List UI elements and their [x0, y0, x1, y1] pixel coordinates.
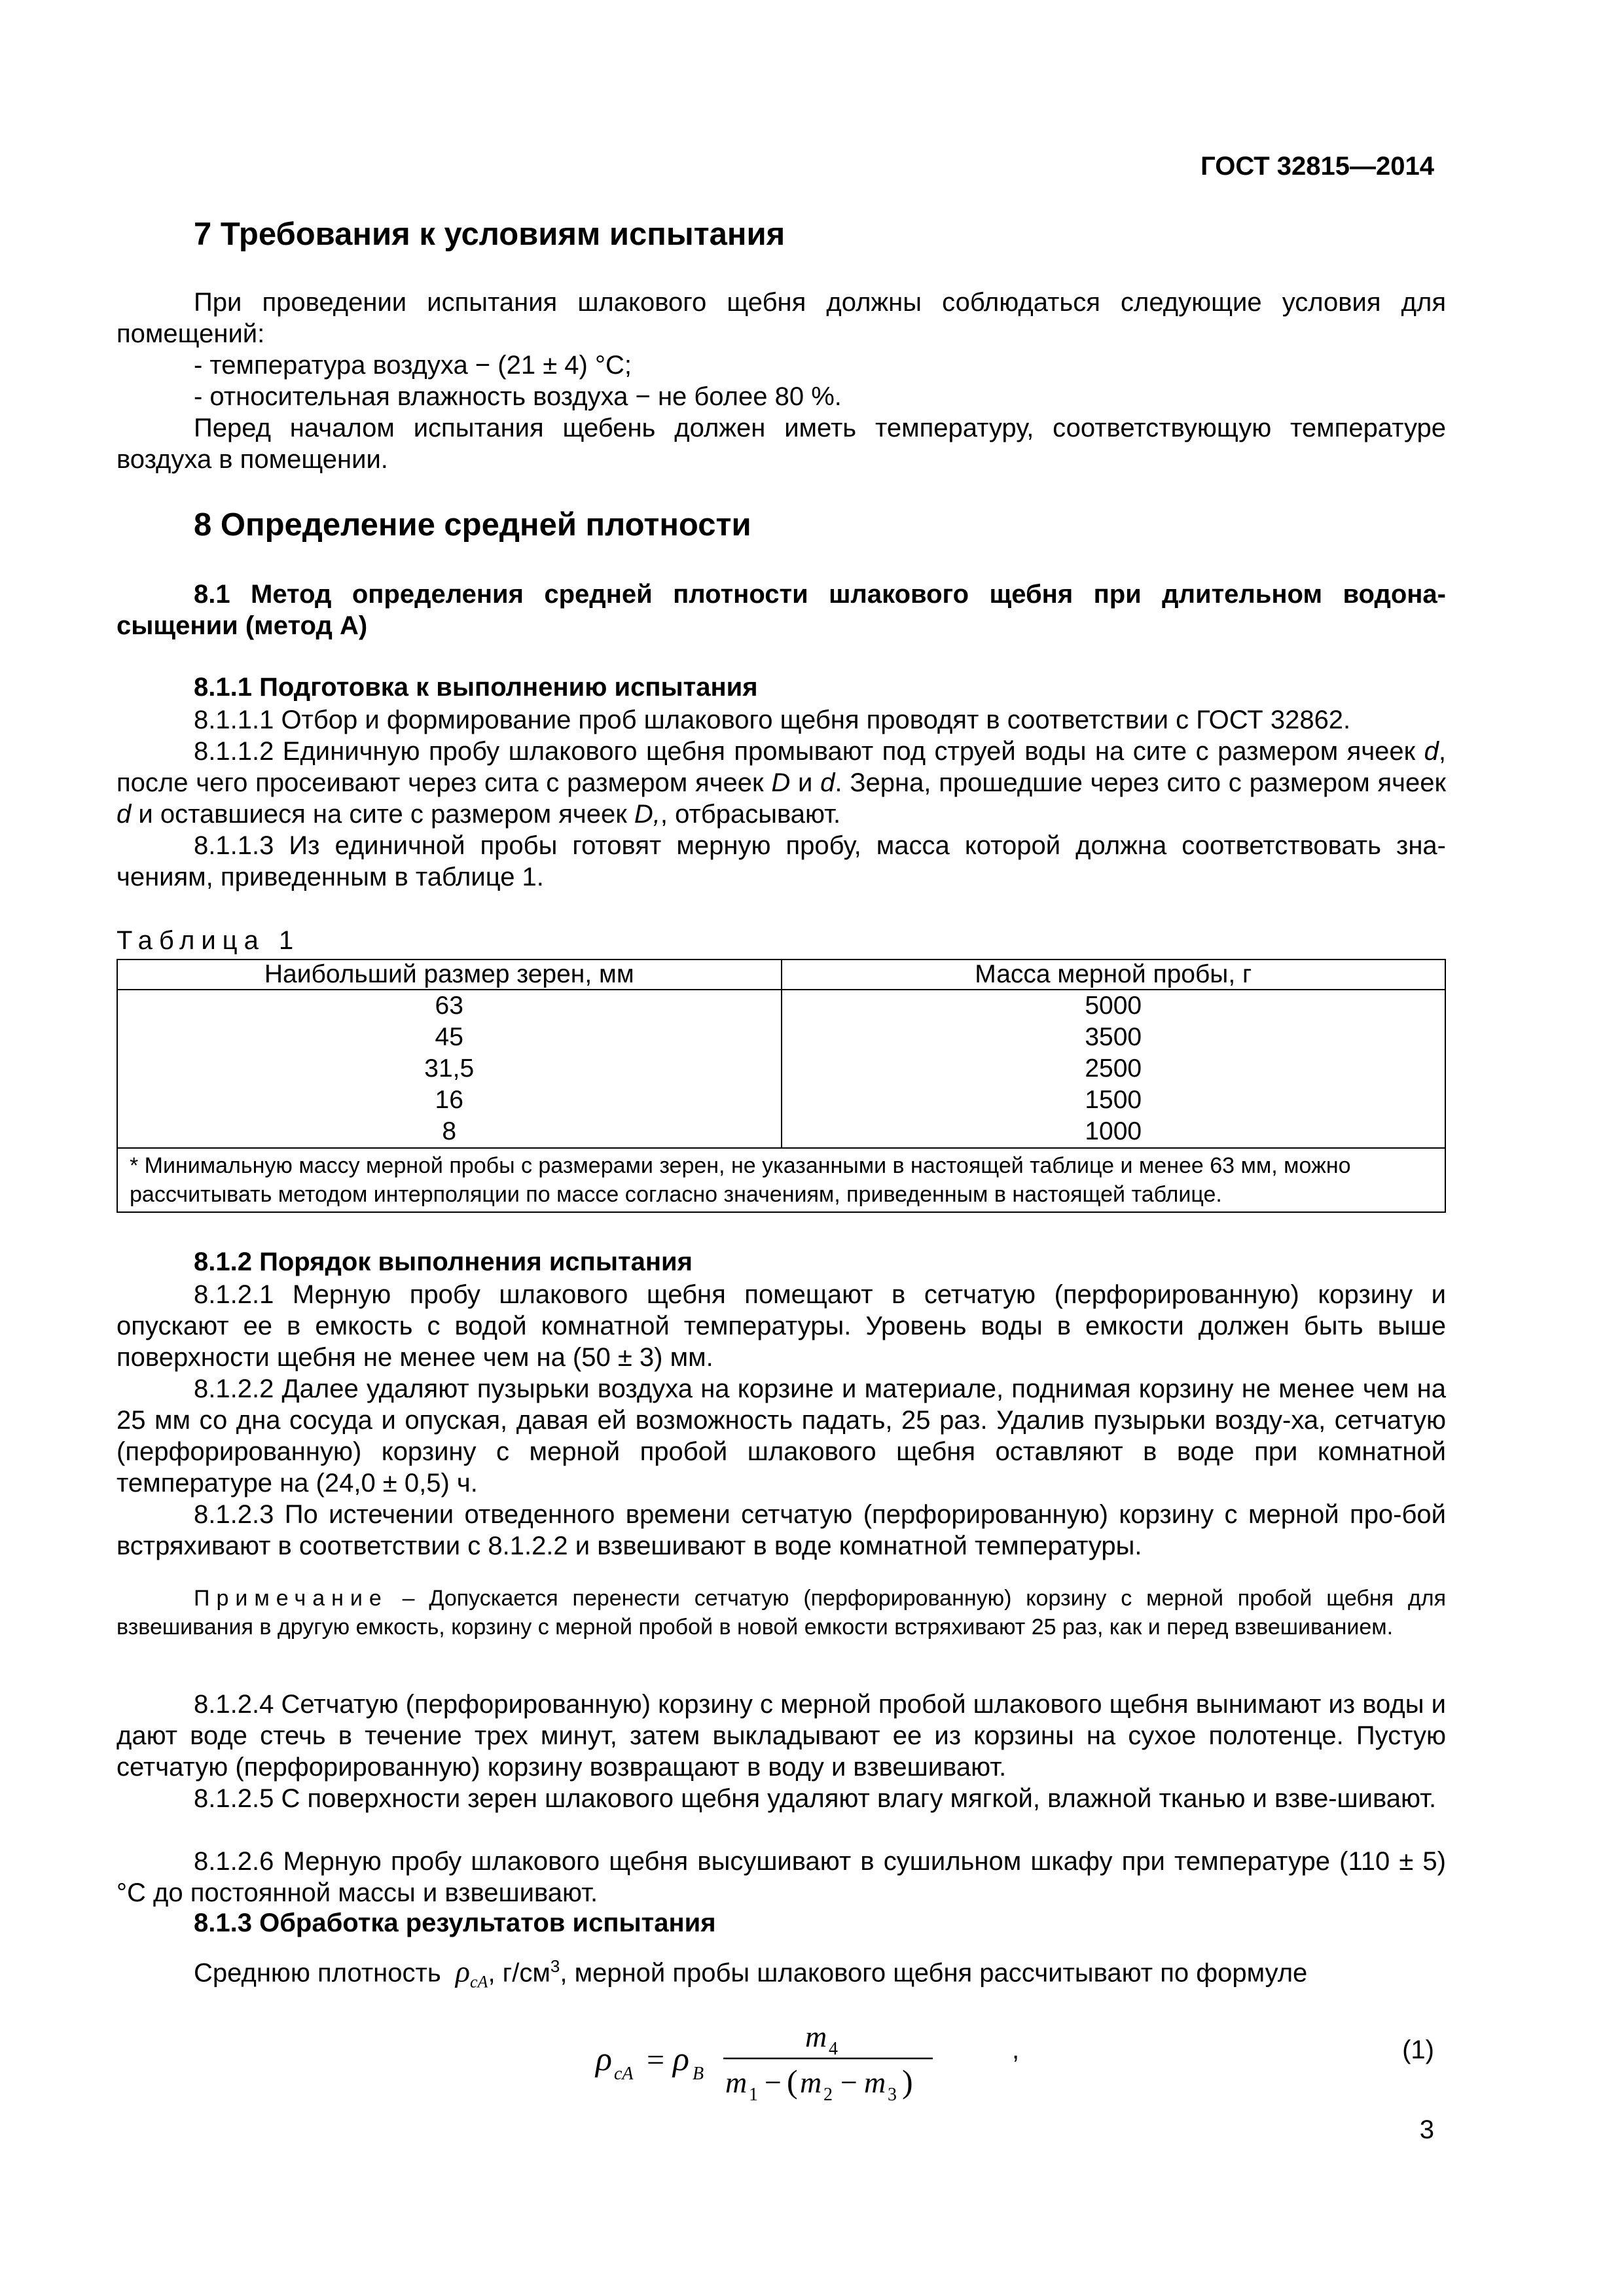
note-text: – Допускается перенести сетчатую (перфорированную) корзину с мерной пробой щебня для взвешивания в другую емкость, корзину с мерной пробой в новой емкости встряхивают 25 раз, как и перед взвешиванием. [117, 1586, 1446, 1640]
table-cell: 63 [117, 990, 782, 1022]
s811-title: 8.1.1 Подготовка к выполнению испытания [194, 673, 758, 702]
svg-text:(: ( [787, 2063, 798, 2100]
svg-text:m: m [864, 2066, 886, 2099]
s81-title: 8.1 Метод определения средней плотности шлакового щебня при длительном водона-сыщении (метод А) [117, 580, 1446, 640]
s7-paragraph-2: Перед началом испытания щебень должен иметь температуру, соответствующую температуре воздуха в помещении. [117, 414, 1446, 474]
table-cell: 1000 [782, 1116, 1446, 1148]
svg-text:m: m [800, 2066, 822, 2099]
svg-text:1: 1 [749, 2085, 758, 2104]
s7-paragraph-1: При проведении испытания шлакового щебня должны соблюдаться следующие условия для помещений: [117, 288, 1446, 348]
p8112: 8.1.1.2 Единичную пробу шлакового щебня промывают под струей воды на сите с размером ячеек d, после чего просеивают через сита с размером ячеек D и d. Зерна, прошедшие через сито с размером ячеек d и оставшиеся на сите с размером ячеек D,, отбрасывают. [117, 737, 1446, 829]
table-footnote: * Минимальную массу мерной пробы с размерами зерен, не указанными в настоящей таблице и менее 63 мм, можно рассчитывать методом интерполяции по массе согласно значениям, приведенным в настоящей таблице. [117, 1148, 1445, 1212]
p8124: 8.1.2.4 Сетчатую (перфорированную) корзину с мерной пробой шлакового щебня вынимают из воды и дают воде стечь в течение трех минут, затем выкладывают ее из корзины на сухое полотенце. Пустую сетчатую (перфорированную) корзину возвращают в воду и взвешивают. [117, 1690, 1446, 1782]
table-cell: 31,5 [117, 1053, 782, 1085]
svg-text:2: 2 [823, 2085, 833, 2104]
s7-item-temperature: - температура воздуха − (21 ± 4) °С; [194, 351, 632, 380]
svg-text:=: = [647, 2043, 665, 2077]
svg-text:m: m [805, 2020, 827, 2053]
table-cell: 45 [117, 1022, 782, 1053]
table-caption: Таблица 1 [117, 926, 300, 955]
s813-title: 8.1.3 Обработка результатов испытания [194, 1909, 716, 1937]
svg-text:m: m [725, 2066, 748, 2099]
svg-text:3: 3 [888, 2085, 897, 2104]
p8122: 8.1.2.2 Далее удаляют пузырьки воздуха на корзине и материале, поднимая корзину не менее чем на 25 мм со дна сосуда и опуская, давая ей возможность падать, 25 раз. Удалив пузырьки возду-ха, сетчатую (перфорированную) корзину с мерной пробой шлакового щебня оставляют в воде при комнатной температуре на (24,0 ± 0,5) ч. [117, 1374, 1446, 1498]
table-1 [117, 959, 1446, 1213]
svg-text:B: B [693, 2064, 704, 2084]
table-cell: 8 [117, 1116, 782, 1148]
s812-title: 8.1.2 Порядок выполнения испытания [194, 1247, 693, 1276]
svg-text:): ) [902, 2063, 913, 2100]
svg-text:−: − [840, 2066, 857, 2099]
table-cell: 5000 [782, 990, 1446, 1022]
table-cell: 2500 [782, 1053, 1446, 1085]
table-row [117, 1053, 1445, 1085]
p8126: 8.1.2.6 Мерную пробу шлакового щебня высушивают в сушильном шкафу при температуре (110 ± 5) °С до постоянной массы и взвешивают. [117, 1847, 1446, 1907]
p8125: 8.1.2.5 С поверхности зерен шлакового щебня удаляют влагу мягкой, влажной тканью и взве-шивают. [194, 1784, 1437, 1813]
p8121: 8.1.2.1 Мерную пробу шлакового щебня помещают в сетчатую (перфорированную) корзину и опускают ее в емкость с водой комнатной температуры. Уровень воды в емкости должен быть выше поверхности щебня не менее чем на (50 ± 3) мм. [117, 1280, 1446, 1372]
svg-text:ρ: ρ [673, 2041, 689, 2078]
note-label: Примечание [194, 1586, 388, 1611]
section-8-title: 8 Определение средней плотности [194, 507, 751, 543]
formula-comma: , [1012, 2036, 1020, 2064]
page-number: 3 [1419, 2115, 1434, 2144]
formula-number: (1) [1402, 2036, 1434, 2064]
table-cell: 3500 [782, 1022, 1446, 1053]
svg-text:4: 4 [829, 2039, 838, 2059]
formula-1 [589, 2019, 956, 2104]
table-cell: 16 [117, 1085, 782, 1116]
table-row [117, 1085, 1445, 1116]
note [117, 1584, 1446, 1641]
table-row [117, 990, 1445, 1022]
table-cell: 1500 [782, 1085, 1446, 1116]
p813: Среднюю плотность $\rho_{cA}$, $г/см^3$, мерной пробы шлакового щебня рассчитывают по формуле [194, 1954, 1308, 1992]
section-7-title: 7 Требования к условиям испытания [194, 217, 785, 252]
table-row [117, 1116, 1445, 1148]
svg-text:cA: cA [614, 2064, 634, 2084]
p8111: 8.1.1.1 Отбор и формирование проб шлакового щебня проводят в соответствии с ГОСТ 32862. [194, 706, 1351, 734]
table-row [117, 1022, 1445, 1053]
svg-text:−: − [765, 2066, 782, 2099]
svg-text:ρ: ρ [596, 2041, 612, 2078]
table-header-sample-mass: Масса мерной пробы, г [782, 960, 1446, 990]
document-code: ГОСТ 32815—2014 [1200, 152, 1434, 181]
p8123: 8.1.2.3 По истечении отведенного времени сетчатую (перфорированную) корзину с мерной про-бой встряхивают в соответствии с 8.1.2.2 и взвешивают в воде комнатной температуры. [117, 1500, 1446, 1560]
p8113: 8.1.1.3 Из единичной пробы готовят мерную пробу, масса которой должна соответствовать зна-чениям, приведенным в таблице 1. [117, 831, 1446, 891]
table-header-grain-size: Наибольший размер зерен, мм [117, 960, 782, 990]
s7-item-humidity: - относительная влажность воздуха − не более 80 %. [194, 382, 842, 411]
